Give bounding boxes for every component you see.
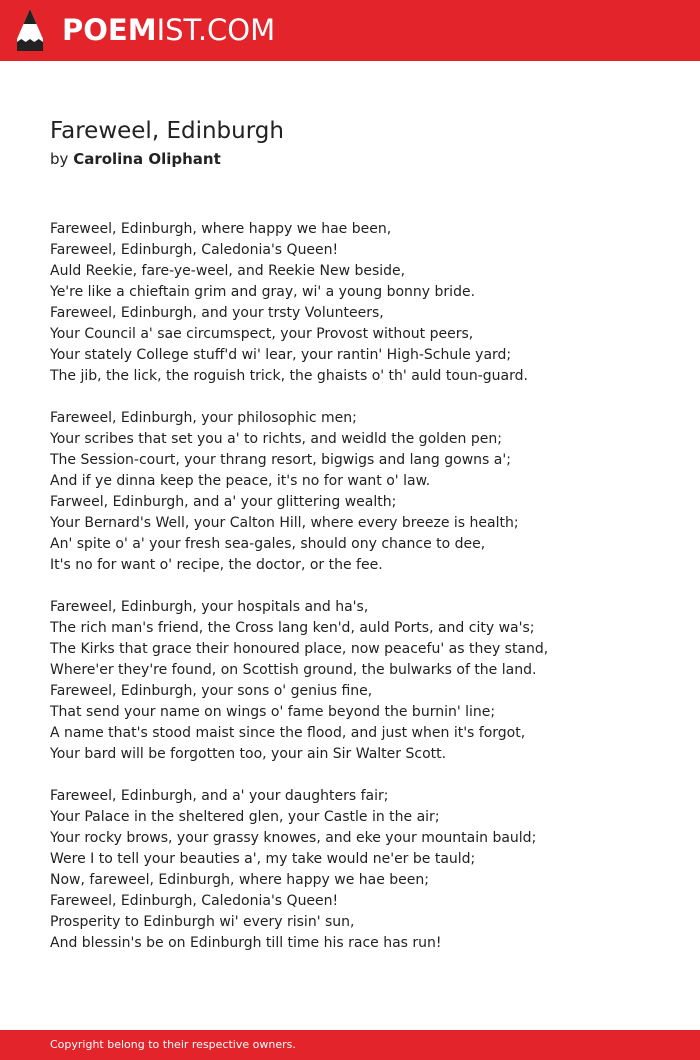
poem-line: A name that's stood maist since the flood, and just when it's forgot, <box>50 725 526 741</box>
poem-line: Fareweel, Edinburgh, and a' your daughters fair; <box>50 788 389 804</box>
poem-line: Ye're like a chieftain grim and gray, wi' a young bonny bride. <box>50 284 476 300</box>
stanza-1 <box>50 219 670 387</box>
poem-line: Fareweel, Edinburgh, Caledonia's Queen! <box>50 893 339 909</box>
logo-light-text: IST.COM <box>156 13 276 47</box>
poem-line: Fareweel, Edinburgh, Caledonia's Queen! <box>50 242 339 258</box>
poem-line: Where'er they're found, on Scottish ground, the bulwarks of the land. <box>50 662 537 678</box>
poem-line: Fareweel, Edinburgh, your philosophic men; <box>50 410 357 426</box>
pencil-logo-icon[interactable] <box>17 9 43 51</box>
site-header <box>0 0 700 61</box>
poem-line: The Session-court, your thrang resort, bigwigs and lang gowns a'; <box>50 452 511 468</box>
stanza-4 <box>50 786 670 954</box>
stanza-2 <box>50 408 670 576</box>
poem-line: Your stately College stuff'd wi' lear, your rantin' High-Schule yard; <box>50 347 512 363</box>
poem-line: And if ye dinna keep the peace, it's no for want o' law. <box>50 473 431 489</box>
poem-line: Your Bernard's Well, your Calton Hill, where every breeze is health; <box>50 515 519 531</box>
poem-line: Farweel, Edinburgh, and a' your glittering wealth; <box>50 494 397 510</box>
poem-line: Now, fareweel, Edinburgh, where happy we hae been; <box>50 872 429 888</box>
site-logo[interactable] <box>62 13 275 47</box>
poem-line: Auld Reekie, fare-ye-weel, and Reekie New beside, <box>50 263 406 279</box>
poem-line: Your bard will be forgotten too, your ain Sir Walter Scott. <box>50 746 447 762</box>
poem-line: Were I to tell your beauties a', my take would ne'er be tauld; <box>50 851 476 867</box>
stanza-3 <box>50 597 670 765</box>
poem-line: Fareweel, Edinburgh, and your trsty Volunteers, <box>50 305 384 321</box>
author-name: Carolina Oliphant <box>73 150 221 168</box>
poem-line: And blessin's be on Edinburgh till time his race has run! <box>50 935 442 951</box>
logo-bold-text: POEM <box>62 13 157 47</box>
poem-line: Prosperity to Edinburgh wi' every risin' sun, <box>50 914 355 930</box>
poem-line: The rich man's friend, the Cross lang ken'd, auld Ports, and city wa's; <box>50 620 535 636</box>
site-footer <box>0 1030 700 1060</box>
poem-title: Fareweel, Edinburgh <box>50 118 284 144</box>
poem-line: Your Palace in the sheltered glen, your Castle in the air; <box>50 809 440 825</box>
by-label: by <box>50 150 69 168</box>
poem-line: Fareweel, Edinburgh, your sons o' genius fine, <box>50 683 373 699</box>
poem-line: Fareweel, Edinburgh, your hospitals and ha's, <box>50 599 369 615</box>
poem-body <box>50 219 670 975</box>
poem-line: Your Council a' sae circumspect, your Provost without peers, <box>50 326 474 342</box>
poem-line: The jib, the lick, the roguish trick, the ghaists o' th' auld toun-guard. <box>50 368 528 384</box>
poem-line: It's no for want o' recipe, the doctor, or the fee. <box>50 557 383 573</box>
poem-line: The Kirks that grace their honoured place, now peacefu' as they stand, <box>50 641 549 657</box>
poem-line: Your rocky brows, your grassy knowes, and eke your mountain bauld; <box>50 830 537 846</box>
poem-line: That send your name on wings o' fame beyond the burnin' line; <box>50 704 496 720</box>
copyright-notice: Copyright belong to their respective owners. <box>50 1038 296 1051</box>
poem-line: Fareweel, Edinburgh, where happy we hae been, <box>50 221 392 237</box>
poem-line: Your scribes that set you a' to richts, and weidld the golden pen; <box>50 431 502 447</box>
poem-line: An' spite o' a' your fresh sea-gales, should ony chance to dee, <box>50 536 486 552</box>
byline <box>50 148 221 170</box>
